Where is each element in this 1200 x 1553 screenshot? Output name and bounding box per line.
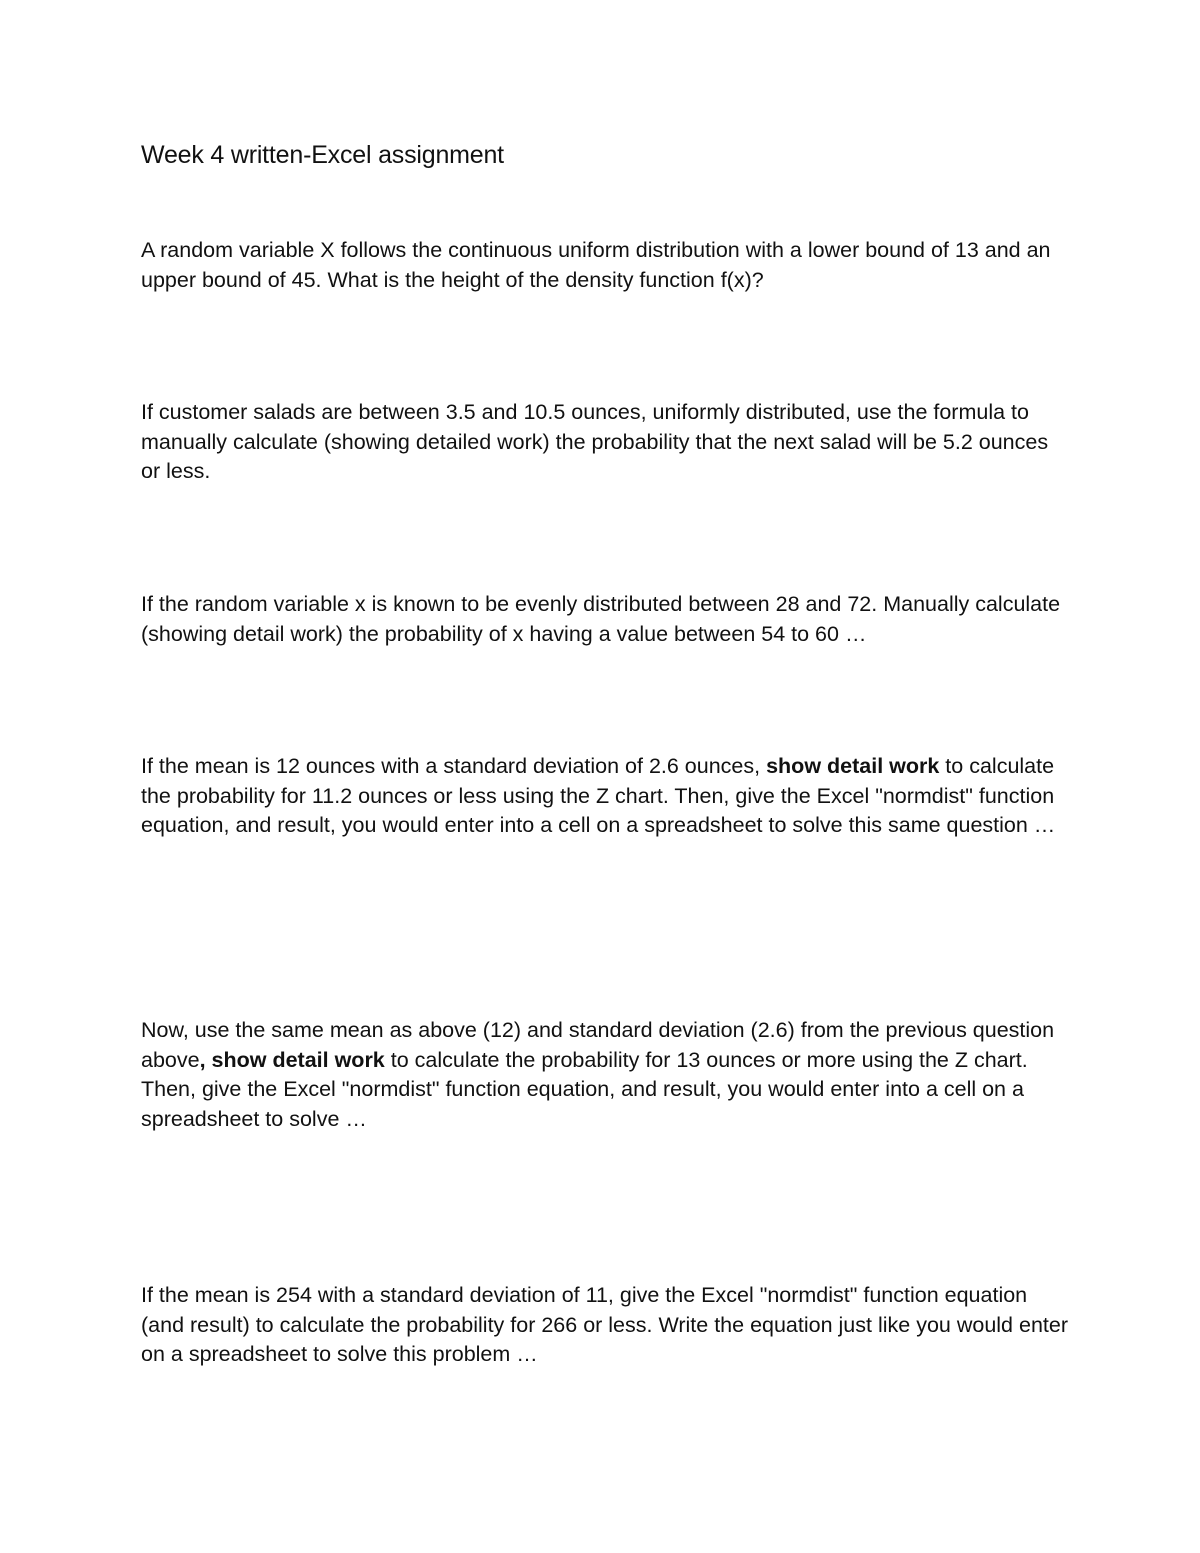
question-5-emphasis: , show detail work xyxy=(199,1047,385,1072)
question-5-text-before: Now, use the same mean as above (12) and standard deviation (2.6) from the previous question above xyxy=(141,1018,1055,1072)
question-6: If the mean is 254 with a standard deviation of 11, give the Excel "normdist" function equation (and result) to calculate the probability for 266 or less. Write the equation just like you would enter on a spreadsheet to solve this problem … xyxy=(141,1283,1068,1366)
question-4-emphasis: show detail work xyxy=(766,754,940,778)
document-title: Week 4 written-Excel assignment xyxy=(141,141,504,169)
question-5-text-after: to calculate the probability for 13 ounces or more using the Z chart. Then, give the Excel "normdist" function equation, and result, you would enter into a cell on a spreadsheet to solve … xyxy=(141,1047,1028,1131)
question-4-text-before: If the mean is 12 ounces with a standard deviation of 2.6 ounces, xyxy=(141,754,767,778)
question-4 xyxy=(141,752,1071,841)
question-4-text-after: to calculate the probability for 11.2 ounces or less using the Z chart. Then, give the Excel "normdist" function equation, and result, you would enter into a cell on a spreadsheet to solve this same question … xyxy=(141,754,1056,837)
question-1: A random variable X follows the continuous uniform distribution with a lower bound of 13 and an upper bound of 45. What is the height of the density function f(x)? xyxy=(141,238,1051,292)
question-2: If customer salads are between 3.5 and 10.5 ounces, uniformly distributed, use the formula to manually calculate (showing detailed work) the probability that the next salad will be 5.2 ounces or less. xyxy=(141,400,1049,483)
question-3: If the random variable x is known to be evenly distributed between 28 and 72. Manually calculate (showing detail work) the probability of x having a value between 54 to 60 … xyxy=(141,592,1061,646)
question-5 xyxy=(141,1016,1071,1134)
